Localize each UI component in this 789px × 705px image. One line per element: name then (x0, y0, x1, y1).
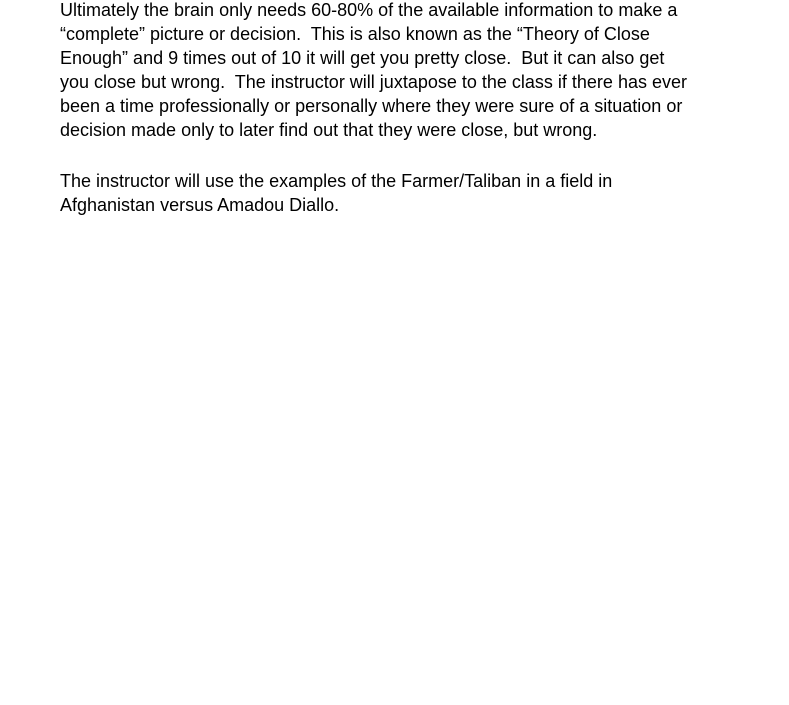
paragraph-line: “complete” picture or decision. This is also known as the “Theory of Close (60, 24, 650, 44)
paragraph-close-enough (60, 0, 750, 144)
document-body (60, 0, 750, 246)
paragraph-line: decision made only to later find out that they were close, but wrong. (60, 120, 598, 140)
paragraph-line: Enough” and 9 times out of 10 it will get you pretty close. But it can also get (60, 48, 665, 68)
paragraph-line: The instructor will use the examples of the Farmer/Taliban in a field in (60, 171, 613, 191)
paragraph-examples (60, 168, 750, 219)
paragraph-line: Afghanistan versus Amadou Diallo. (60, 195, 340, 215)
paragraph-line: you close but wrong. The instructor will juxtapose to the class if there has ever (60, 72, 687, 92)
paragraph-line: Ultimately the brain only needs 60-80% of the available information to make a (60, 0, 678, 20)
paragraph-line: been a time professionally or personally where they were sure of a situation or (60, 96, 683, 116)
